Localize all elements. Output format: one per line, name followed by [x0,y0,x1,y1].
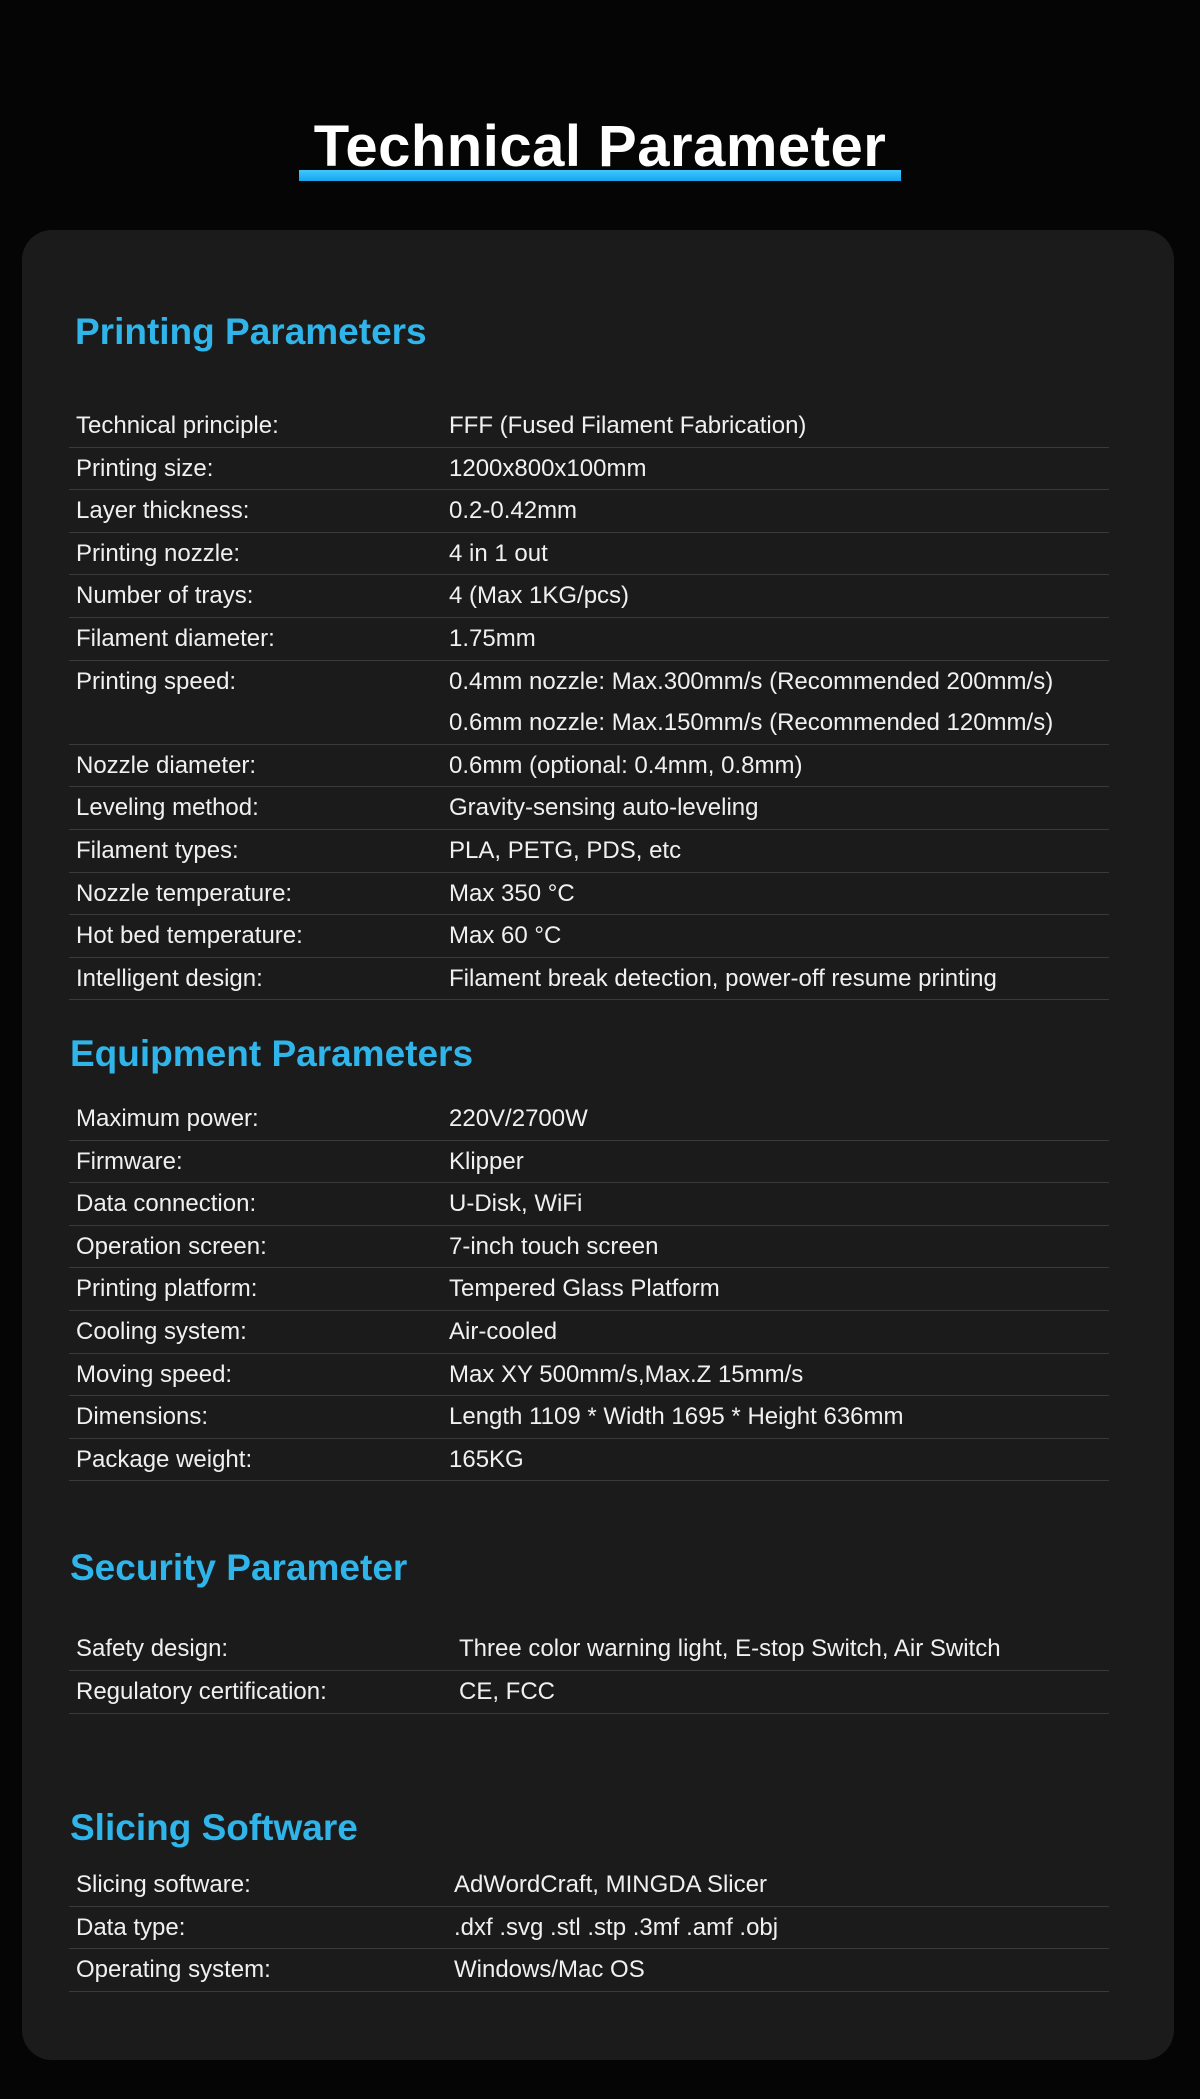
spec-values [449,1183,1109,1225]
spec-label: Maximum power: [76,1105,259,1132]
security-parameter-table [69,1628,1109,1714]
spec-row-operation-screen [69,1226,1109,1269]
spec-value: Filament break detection, power-off resume printing [449,964,997,992]
spec-values [454,1864,1109,1906]
spec-label: Slicing software: [76,1871,251,1898]
spec-label: Data type: [76,1913,186,1941]
spec-values [449,1141,1109,1183]
spec-value: Tempered Glass Platform [449,1275,720,1303]
spec-label: Dimensions: [76,1403,209,1431]
spec-values [449,405,1109,447]
spec-label: Data connection: [76,1190,257,1218]
spec-value: CE, FCC [459,1678,555,1705]
spec-values [449,830,1109,872]
spec-label: Regulatory certification: [76,1678,327,1705]
spec-value: 4 in 1 out [449,539,548,567]
spec-row-operating-system [69,1949,1109,1992]
spec-row-leveling-method [69,787,1109,830]
spec-label: Printing speed: [76,667,237,695]
spec-row-slicing-software [69,1864,1109,1907]
spec-value: Three color warning light, E-stop Switch, Air Switch [459,1635,1001,1662]
spec-value: 0.2-0.42mm [449,497,578,525]
spec-values [449,1268,1109,1310]
spec-row-data-type [69,1907,1109,1950]
spec-value: PLA, PETG, PDS, etc [449,836,682,864]
spec-value: 1200x800x100mm [449,454,647,482]
spec-label: Number of trays: [76,582,254,610]
spec-values [449,448,1109,490]
spec-values [449,661,1109,744]
equipment-parameters-table [69,1098,1109,1481]
spec-values [449,1439,1109,1481]
section-title-security: Security Parameter [70,1547,408,1588]
spec-value: 0.6mm nozzle: Max.150mm/s (Recommended 120mm/s) [449,709,1054,737]
spec-values [449,915,1109,957]
spec-row-maximum-power [69,1098,1109,1141]
spec-row-moving-speed [69,1354,1109,1397]
section-title-printing: Printing Parameters [75,311,427,352]
spec-label: Filament diameter: [76,624,275,652]
spec-row-dimensions [69,1396,1109,1439]
spec-row-regulatory-certification [69,1671,1109,1714]
spec-values [449,787,1109,829]
spec-value: 220V/2700W [449,1105,588,1132]
spec-values [449,618,1109,660]
spec-value: Gravity-sensing auto-leveling [449,794,759,822]
spec-label: Nozzle diameter: [76,751,257,779]
spec-values [449,1098,1109,1140]
section-title-equipment: Equipment Parameters [70,1033,474,1074]
spec-row-package-weight [69,1439,1109,1482]
spec-value: 0.4mm nozzle: Max.300mm/s (Recommended 200mm/s) [449,667,1054,695]
spec-values [449,1226,1109,1268]
spec-row-layer-thickness [69,490,1109,533]
spec-label: Nozzle temperature: [76,879,293,907]
spec-values [454,1949,1109,1991]
spec-values [449,1311,1109,1353]
spec-row-number-of-trays [69,575,1109,618]
spec-label: Operating system: [76,1956,271,1983]
spec-value: 4 (Max 1KG/pcs) [449,582,630,610]
main-title-wrap [0,112,1200,182]
spec-value: Length 1109 * Width 1695 * Height 636mm [449,1403,904,1431]
spec-value: 165KG [449,1445,524,1473]
spec-row-firmware [69,1141,1109,1184]
spec-values [449,873,1109,915]
spec-row-printing-nozzle [69,533,1109,576]
spec-values [449,958,1109,1000]
spec-value: U-Disk, WiFi [449,1190,583,1218]
spec-value: 0.6mm (optional: 0.4mm, 0.8mm) [449,751,803,779]
spec-value: 1.75mm [449,624,536,652]
spec-row-hot-bed-temperature [69,915,1109,958]
slicing-software-table [69,1864,1109,1992]
spec-value: .dxf .svg .stl .stp .3mf .amf .obj [454,1913,779,1941]
spec-row-printing-size [69,448,1109,491]
spec-values [459,1628,1109,1670]
spec-value: Windows/Mac OS [454,1956,645,1983]
spec-label: Moving speed: [76,1360,233,1388]
spec-value: Air-cooled [449,1317,558,1345]
spec-label: Safety design: [76,1635,229,1662]
spec-value: 7-inch touch screen [449,1232,659,1260]
spec-label: Layer thickness: [76,497,250,525]
spec-label: Printing size: [76,454,214,482]
spec-value: Klipper [449,1147,524,1175]
spec-row-printing-speed [69,661,1109,745]
spec-label: Technical principle: [76,412,279,439]
section-title-slicing: Slicing Software [70,1807,358,1848]
spec-label: Firmware: [76,1147,183,1175]
spec-values [459,1671,1109,1713]
page-title: Technical Parameter [313,114,887,179]
spec-value: Max XY 500mm/s,Max.Z 15mm/s [449,1360,804,1388]
spec-label: Intelligent design: [76,964,263,992]
spec-value: AdWordCraft, MINGDA Slicer [454,1871,767,1898]
printing-parameters-table [69,405,1109,1000]
spec-row-intelligent-design [69,958,1109,1001]
spec-label: Cooling system: [76,1317,247,1345]
spec-row-filament-diameter [69,618,1109,661]
spec-row-filament-types [69,830,1109,873]
spec-row-data-connection [69,1183,1109,1226]
spec-label: Printing nozzle: [76,539,241,567]
spec-values [449,1354,1109,1396]
spec-row-cooling-system [69,1311,1109,1354]
spec-label: Operation screen: [76,1232,267,1260]
spec-row-printing-platform [69,1268,1109,1311]
spec-label: Printing platform: [76,1275,258,1303]
spec-label: Hot bed temperature: [76,922,303,950]
spec-values [449,745,1109,787]
spec-value: Max 60 °C [449,922,562,950]
spec-label: Package weight: [76,1445,253,1473]
spec-row-nozzle-temperature [69,873,1109,916]
spec-values [449,575,1109,617]
spec-label: Filament types: [76,836,239,864]
spec-row-safety-design [69,1628,1109,1671]
spec-values [454,1907,1109,1949]
spec-value: FFF (Fused Filament Fabrication) [449,412,807,439]
spec-values [449,1396,1109,1438]
spec-row-nozzle-diameter [69,745,1109,788]
spec-value: Max 350 °C [449,879,575,907]
spec-values [449,533,1109,575]
spec-row-technical-principle [69,405,1109,448]
spec-values [449,490,1109,532]
spec-label: Leveling method: [76,794,259,822]
